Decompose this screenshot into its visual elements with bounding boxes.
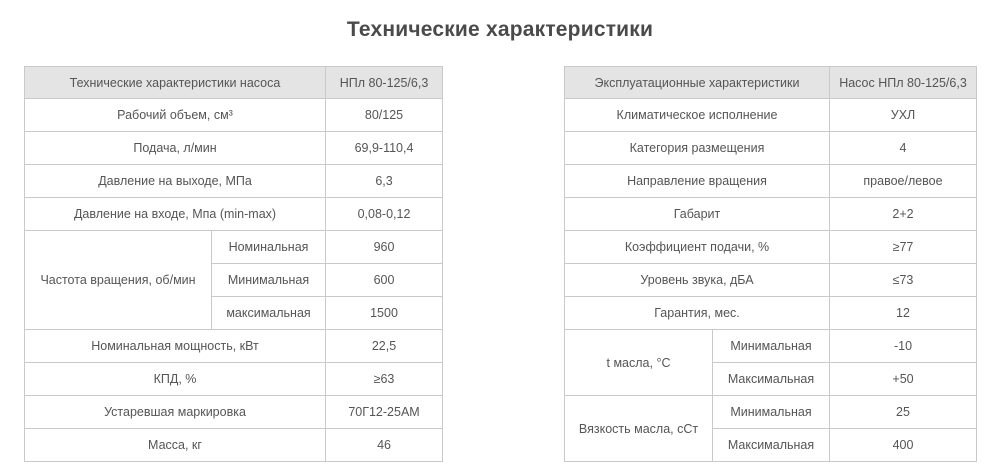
table-row [25,396,443,429]
row-sublabel: максимальная [212,297,326,330]
row-label: Гарантия, мес. [565,297,830,330]
row-value: 600 [326,264,443,297]
row-label: Коэффициент подачи, % [565,231,830,264]
row-label: Давление на входе, Мпа (min-max) [25,198,326,231]
row-label: Подача, л/мин [25,132,326,165]
row-label: Масса, кг [25,429,326,462]
header-parameter: Эксплуатационные характеристики [565,67,830,99]
row-label: Габарит [565,198,830,231]
table-row [565,264,977,297]
table-row [565,231,977,264]
row-value: 25 [830,396,977,429]
row-value: 960 [326,231,443,264]
table-row [565,99,977,132]
pump-specs-table [24,66,443,462]
row-label: Давление на выходе, МПа [25,165,326,198]
row-label: Климатическое исполнение [565,99,830,132]
table-row [565,396,977,429]
table-row [25,99,443,132]
row-label: Категория размещения [565,132,830,165]
group-label: Вязкость масла, сСт [565,396,713,462]
header-model: Насос НПл 80-125/6,3 [830,67,977,99]
row-value: 0,08-0,12 [326,198,443,231]
table-row [565,297,977,330]
table-row [25,198,443,231]
table-row [565,132,977,165]
row-value: 1500 [326,297,443,330]
row-value: 2+2 [830,198,977,231]
row-sublabel: Минимальная [713,396,830,429]
header-parameter: Технические характеристики насоса [25,67,326,99]
row-sublabel: Максимальная [713,429,830,462]
row-sublabel: Минимальная [212,264,326,297]
row-value: ≥77 [830,231,977,264]
table-header-row [565,67,977,99]
row-value: 6,3 [326,165,443,198]
row-sublabel: Минимальная [713,330,830,363]
header-model: НПл 80-125/6,3 [326,67,443,99]
table-row [25,429,443,462]
row-value: 400 [830,429,977,462]
row-value: УХЛ [830,99,977,132]
row-label: КПД, % [25,363,326,396]
row-value: 12 [830,297,977,330]
row-value: 80/125 [326,99,443,132]
row-value: -10 [830,330,977,363]
group-label: Частота вращения, об/мин [25,231,212,330]
table-row [25,231,443,264]
row-label: Номинальная мощность, кВт [25,330,326,363]
table-row [25,132,443,165]
row-label: Рабочий объем, см³ [25,99,326,132]
table-row [25,330,443,363]
row-label: Направление вращения [565,165,830,198]
row-value: 46 [326,429,443,462]
row-value: ≥63 [326,363,443,396]
row-value: ≤73 [830,264,977,297]
table-row [565,198,977,231]
row-value: 69,9-110,4 [326,132,443,165]
table-row [565,330,977,363]
table-row [25,165,443,198]
row-value: +50 [830,363,977,396]
page-title: Технические характеристики [346,18,654,41]
row-sublabel: Максимальная [713,363,830,396]
row-value: 22,5 [326,330,443,363]
group-label: t масла, °С [565,330,713,396]
table-row [565,165,977,198]
row-sublabel: Номинальная [212,231,326,264]
row-label: Уровень звука, дБА [565,264,830,297]
table-header-row [25,67,443,99]
table-row [25,363,443,396]
row-value: 4 [830,132,977,165]
row-value: правое/левое [830,165,977,198]
row-value: 70Г12-25АМ [326,396,443,429]
operating-specs-table [564,66,977,462]
row-label: Устаревшая маркировка [25,396,326,429]
